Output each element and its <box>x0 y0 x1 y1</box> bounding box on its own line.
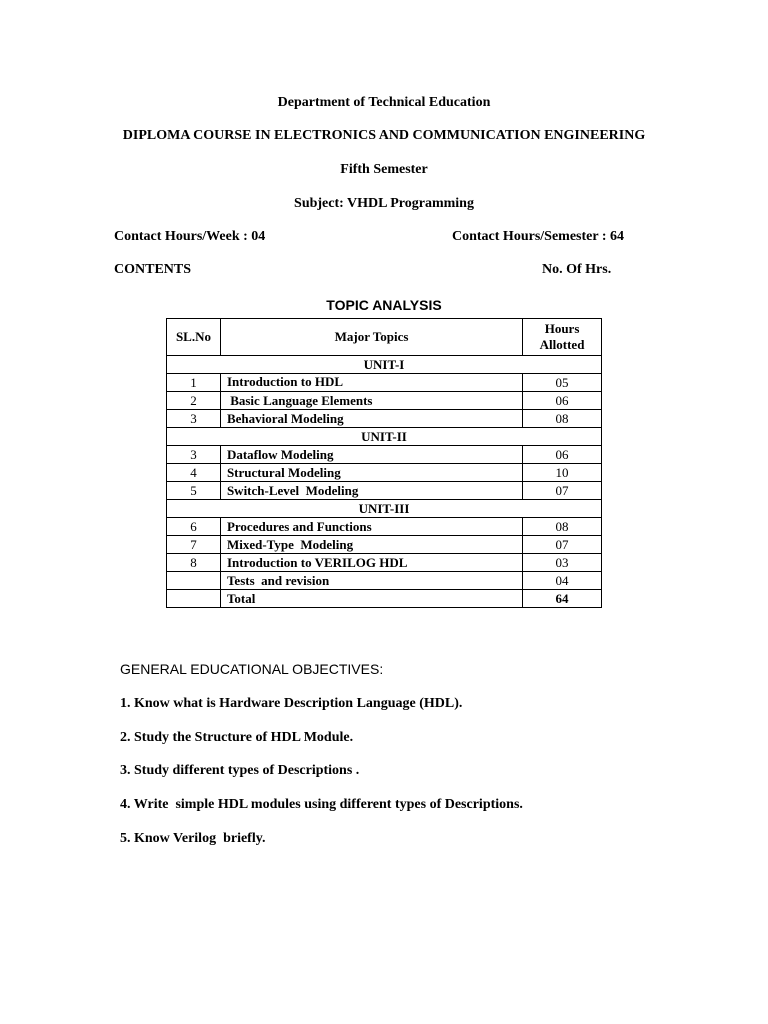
sl-cell: 2 <box>167 392 221 410</box>
unit-label: UNIT-III <box>167 500 602 518</box>
header-hours-line1: Hours <box>544 321 580 336</box>
objective-item: 4. Write simple HDL modules using different types of Descriptions. <box>120 797 523 812</box>
hours-cell: 08 <box>523 518 602 536</box>
department-title: Department of Technical Education <box>277 95 491 110</box>
sl-cell: 8 <box>167 554 221 572</box>
unit-row <box>167 356 602 374</box>
table-row <box>167 536 602 554</box>
unit-label: UNIT-I <box>167 356 602 374</box>
objective-item: 5. Know Verilog briefly. <box>120 831 266 846</box>
objective-item: 1. Know what is Hardware Description Language (HDL). <box>120 696 463 711</box>
no-of-hrs-label: No. Of Hrs. <box>542 262 612 277</box>
topic-analysis-heading: TOPIC ANALYSIS <box>326 297 442 313</box>
sl-cell <box>167 590 221 608</box>
objective-item: 2. Study the Structure of HDL Module. <box>120 730 354 745</box>
table-row <box>167 554 602 572</box>
table-row <box>167 410 602 428</box>
topic-cell: Switch-Level Modeling <box>220 482 522 500</box>
header-hours-allotted <box>523 319 602 356</box>
sl-cell: 3 <box>167 446 221 464</box>
unit-row <box>167 428 602 446</box>
hours-cell: 08 <box>523 410 602 428</box>
unit-label: UNIT-II <box>167 428 602 446</box>
table-row <box>167 446 602 464</box>
topic-analysis-table <box>166 318 602 608</box>
topic-cell: Mixed-Type Modeling <box>220 536 522 554</box>
course-title: DIPLOMA COURSE IN ELECTRONICS AND COMMUNICATION ENGINEERING <box>122 128 646 143</box>
topic-cell: Tests and revision <box>220 572 522 590</box>
sl-cell: 6 <box>167 518 221 536</box>
topic-cell: Behavioral Modeling <box>220 410 522 428</box>
table-row <box>167 518 602 536</box>
hours-cell: 06 <box>523 446 602 464</box>
sl-cell: 1 <box>167 374 221 392</box>
subject-title: Subject: VHDL Programming <box>294 196 474 211</box>
table-row <box>167 392 602 410</box>
sl-cell: 5 <box>167 482 221 500</box>
hours-cell: 07 <box>523 536 602 554</box>
hours-cell: 04 <box>523 572 602 590</box>
header-hours-line2: Allotted <box>539 337 585 352</box>
total-label: Total <box>220 590 522 608</box>
topic-cell: Basic Language Elements <box>220 392 522 410</box>
total-row <box>167 590 602 608</box>
header-sl-no: SL.No <box>167 319 221 356</box>
sl-cell: 7 <box>167 536 221 554</box>
contents-label: CONTENTS <box>114 262 192 277</box>
table-header-row <box>167 319 602 356</box>
hours-cell: 07 <box>523 482 602 500</box>
table-row <box>167 374 602 392</box>
topic-cell: Structural Modeling <box>220 464 522 482</box>
hours-cell: 05 <box>523 374 602 392</box>
contact-hours-week: Contact Hours/Week : 04 <box>114 229 266 244</box>
topic-cell: Introduction to VERILOG HDL <box>220 554 522 572</box>
hours-cell: 10 <box>523 464 602 482</box>
total-hours: 64 <box>523 590 602 608</box>
topic-cell: Procedures and Functions <box>220 518 522 536</box>
topic-cell: Introduction to HDL <box>220 374 522 392</box>
unit-row <box>167 500 602 518</box>
contact-hours-semester: Contact Hours/Semester : 64 <box>452 229 624 244</box>
table-row <box>167 572 602 590</box>
semester-title: Fifth Semester <box>340 162 428 177</box>
topic-cell: Dataflow Modeling <box>220 446 522 464</box>
objective-item: 3. Study different types of Descriptions . <box>120 763 360 778</box>
sl-cell: 4 <box>167 464 221 482</box>
table-row <box>167 482 602 500</box>
header-major-topics: Major Topics <box>220 319 522 356</box>
hours-cell: 06 <box>523 392 602 410</box>
sl-cell <box>167 572 221 590</box>
sl-cell: 3 <box>167 410 221 428</box>
objectives-title: GENERAL EDUCATIONAL OBJECTIVES: <box>120 661 384 677</box>
table-row <box>167 464 602 482</box>
hours-cell: 03 <box>523 554 602 572</box>
